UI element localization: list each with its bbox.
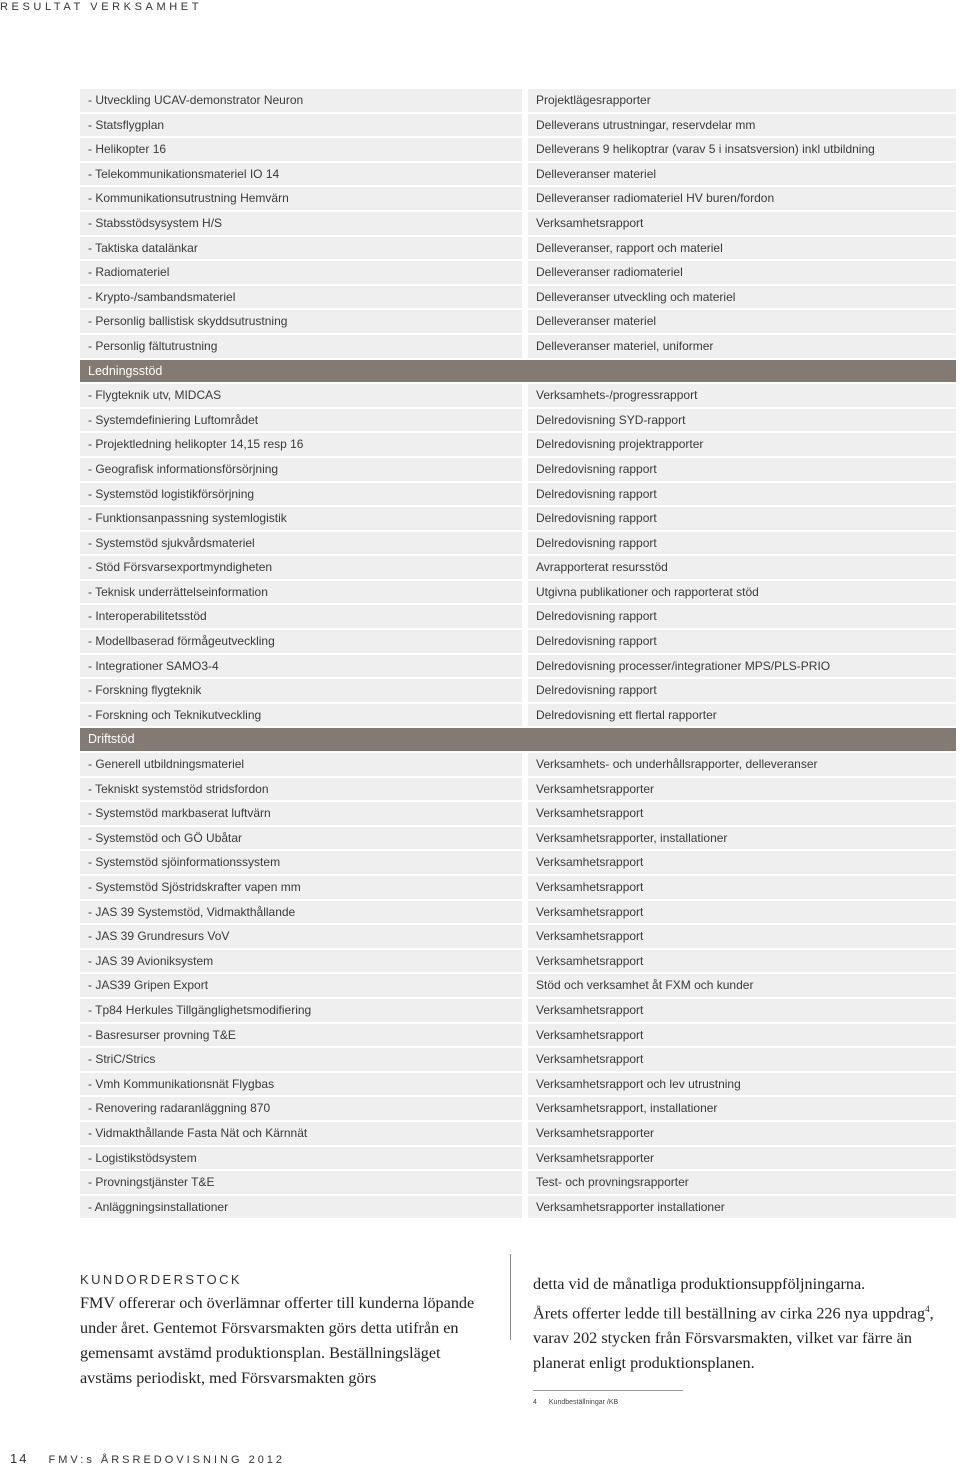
page-number: 14	[10, 1451, 29, 1466]
activity-cell: - Tekniskt systemstöd stridsfordon	[80, 778, 528, 801]
table-row	[80, 605, 956, 628]
section-header-row	[80, 728, 956, 751]
footnote-rule	[533, 1390, 683, 1391]
result-cell: Verksamhetsrapporter installationer	[528, 1196, 956, 1219]
body-text-left: FMV offererar och överlämnar offerter till kunderna löpande under året. Gentemot Försvarsmakten görs detta utifrån en gemensamt avstämd produktionsplan. Beställningsläget avstäms periodiskt, med Försvarsmakten görs	[80, 1294, 475, 1387]
result-cell: Delleveranser, rapport och materiel	[528, 237, 956, 260]
result-cell: Delredovisning rapport	[528, 605, 956, 628]
result-cell: Verksamhetsrapport	[528, 950, 956, 973]
table-row	[80, 310, 956, 333]
para2-part-b: , varav 202 stycken från Försvarsmakten, vilket var färre än planerat enligt produktionsplanen.	[533, 1304, 934, 1373]
table-row	[80, 901, 956, 924]
page-header: RESULTAT VERKSAMHET	[0, 1, 203, 13]
footer-title: FMV:s ÅRSREDOVISNING 2012	[48, 1454, 286, 1466]
result-cell: Delleveranser materiel	[528, 163, 956, 186]
result-cell: Verksamhetsrapport	[528, 212, 956, 235]
result-cell: Delredovisning rapport	[528, 679, 956, 702]
activity-cell: - Forskning och Teknikutveckling	[80, 704, 528, 727]
activity-cell: - Personlig ballistisk skyddsutrustning	[80, 310, 528, 333]
table-row	[80, 827, 956, 850]
activity-cell: - Systemstöd sjukvårdsmateriel	[80, 532, 528, 555]
table-row	[80, 974, 956, 997]
footnote-text: Kundbeställningar /KB	[548, 1399, 619, 1407]
activity-cell: - Basresurser provning T&E	[80, 1024, 528, 1047]
result-cell: Delredovisning SYD-rapport	[528, 409, 956, 432]
activity-cell: - Systemdefiniering Luftområdet	[80, 409, 528, 432]
result-cell: Utgivna publikationer och rapporterat stöd	[528, 581, 956, 604]
table-row	[80, 630, 956, 653]
result-cell: Verksamhetsrapport	[528, 925, 956, 948]
activity-cell: - Systemstöd sjöinformationssystem	[80, 851, 528, 874]
result-cell: Delredovisning projektrapporter	[528, 433, 956, 456]
activity-cell: - Flygteknik utv, MIDCAS	[80, 384, 528, 407]
activity-cell: - Projektledning helikopter 14,15 resp 16	[80, 433, 528, 456]
table-row	[80, 237, 956, 260]
result-cell: Verksamhetsrapport	[528, 802, 956, 825]
kundorderstock-left-column	[80, 1272, 480, 1391]
table-row	[80, 655, 956, 678]
table-row	[80, 384, 956, 407]
result-cell: Verksamhetsrapport	[528, 999, 956, 1022]
result-cell: Delredovisning ett flertal rapporter	[528, 704, 956, 727]
section-header-filler	[528, 728, 956, 751]
table-row	[80, 999, 956, 1022]
activity-cell: - Tp84 Herkules Tillgänglighetsmodifiering	[80, 999, 528, 1022]
section-header-filler	[528, 360, 956, 383]
table-row	[80, 1024, 956, 1047]
table-row	[80, 679, 956, 702]
table-row	[80, 851, 956, 874]
table-row	[80, 286, 956, 309]
activity-cell: - JAS39 Gripen Export	[80, 974, 528, 997]
activity-cell: - Krypto-/sambandsmateriel	[80, 286, 528, 309]
table-row	[80, 876, 956, 899]
table-row	[80, 556, 956, 579]
activity-cell: - Personlig fältutrustning	[80, 335, 528, 358]
para2-part-a: Årets offerter ledde till beställning av cirka 226 nya uppdrag	[533, 1304, 926, 1323]
table-row	[80, 138, 956, 161]
result-cell: Stöd och verksamhet åt FXM och kunder	[528, 974, 956, 997]
activity-cell: - StriC/Strics	[80, 1048, 528, 1071]
result-cell: Verksamhetsrapport	[528, 851, 956, 874]
activity-cell: - Stöd Försvarsexportmyndigheten	[80, 556, 528, 579]
footnote-ref: 4	[925, 1304, 930, 1314]
activity-cell: - Geografisk informationsförsörjning	[80, 458, 528, 481]
activity-cell: - Systemstöd Sjöstridskrafter vapen mm	[80, 876, 528, 899]
result-cell: Verksamhetsrapporter	[528, 778, 956, 801]
section-header-row	[80, 360, 956, 383]
table-row	[80, 1073, 956, 1096]
footnote	[533, 1399, 938, 1406]
table-row	[80, 163, 956, 186]
kundorderstock-right-column	[533, 1272, 938, 1406]
table-row	[80, 1196, 956, 1219]
section-heading: KUNDORDERSTOCK	[80, 1272, 242, 1287]
activity-cell: - Systemstöd logistikförsörjning	[80, 483, 528, 506]
activity-cell: - Telekommunikationsmateriel IO 14	[80, 163, 528, 186]
table-row	[80, 335, 956, 358]
table-row	[80, 89, 956, 112]
activity-cell: - Renovering radaranläggning 870	[80, 1097, 528, 1120]
activity-cell: - JAS 39 Systemstöd, Vidmakthållande	[80, 901, 528, 924]
result-cell: Verksamhetsrapporter	[528, 1122, 956, 1145]
result-cell: Verksamhets-/progressrapport	[528, 384, 956, 407]
activity-cell: - Teknisk underrättelseinformation	[80, 581, 528, 604]
table-row	[80, 950, 956, 973]
result-cell: Verksamhetsrapporter	[528, 1147, 956, 1170]
activity-cell: - Forskning flygteknik	[80, 679, 528, 702]
body-text-right-line1: detta vid de månatliga produktionsuppföljningarna.	[533, 1275, 866, 1293]
body-text-right-para2	[533, 1297, 938, 1376]
activity-cell: - Taktiska datalänkar	[80, 237, 528, 260]
table-row	[80, 483, 956, 506]
table-row	[80, 1122, 956, 1145]
table-row	[80, 925, 956, 948]
activity-cell: - Utveckling UCAV-demonstrator Neuron	[80, 89, 528, 112]
footnote-number: 4	[533, 1399, 537, 1407]
result-cell: Delredovisning rapport	[528, 630, 956, 653]
result-cell: Avrapporterat resursstöd	[528, 556, 956, 579]
table-row	[80, 187, 956, 210]
result-cell: Verksamhetsrapport	[528, 876, 956, 899]
table-row	[80, 1048, 956, 1071]
result-cell: Delleveranser utveckling och materiel	[528, 286, 956, 309]
result-cell: Delleveranser radiomateriel HV buren/fordon	[528, 187, 956, 210]
activity-cell: - Provningstjänster T&E	[80, 1171, 528, 1194]
result-cell: Delredovisning rapport	[528, 532, 956, 555]
result-cell: Verksamhetsrapport	[528, 901, 956, 924]
result-cell: Verksamhets- och underhållsrapporter, delleveranser	[528, 753, 956, 776]
result-cell: Verksamhetsrapport	[528, 1024, 956, 1047]
activity-cell: - Generell utbildningsmateriel	[80, 753, 528, 776]
report-table	[80, 87, 956, 1220]
result-cell: Delredovisning rapport	[528, 507, 956, 530]
activity-cell: - Modellbaserad förmågeutveckling	[80, 630, 528, 653]
activity-cell: - Helikopter 16	[80, 138, 528, 161]
table-row	[80, 1171, 956, 1194]
result-cell: Delleveranser radiomateriel	[528, 261, 956, 284]
table-row	[80, 409, 956, 432]
result-cell: Verksamhetsrapport, installationer	[528, 1097, 956, 1120]
activity-cell: - Kommunikationsutrustning Hemvärn	[80, 187, 528, 210]
table-row	[80, 458, 956, 481]
result-cell: Delredovisning rapport	[528, 458, 956, 481]
activity-cell: - Systemstöd markbaserat luftvärn	[80, 802, 528, 825]
result-cell: Delleveranser materiel, uniformer	[528, 335, 956, 358]
table-row	[80, 507, 956, 530]
table-row	[80, 1147, 956, 1170]
section-header-label: Ledningsstöd	[80, 360, 528, 383]
result-cell: Delleverans 9 helikoptrar (varav 5 i insatsversion) inkl utbildning	[528, 138, 956, 161]
activity-cell: - Logistikstödsystem	[80, 1147, 528, 1170]
activity-cell: - Statsflygplan	[80, 114, 528, 137]
table-row	[80, 753, 956, 776]
activity-cell: - Vmh Kommunikationsnät Flygbas	[80, 1073, 528, 1096]
result-cell: Projektlägesrapporter	[528, 89, 956, 112]
table-row	[80, 581, 956, 604]
result-cell: Test- och provningsrapporter	[528, 1171, 956, 1194]
activity-cell: - Stabsstödsysystem H/S	[80, 212, 528, 235]
activity-cell: - JAS 39 Avioniksystem	[80, 950, 528, 973]
result-cell: Delleveranser materiel	[528, 310, 956, 333]
activity-cell: - Systemstöd och GÖ Ubåtar	[80, 827, 528, 850]
section-header-label: Driftstöd	[80, 728, 528, 751]
activity-cell: - Interoperabilitetsstöd	[80, 605, 528, 628]
result-cell: Delredovisning processer/integrationer MPS/PLS-PRIO	[528, 655, 956, 678]
result-cell: Verksamhetsrapport	[528, 1048, 956, 1071]
table-row	[80, 1097, 956, 1120]
table-row	[80, 802, 956, 825]
activity-cell: - Radiomateriel	[80, 261, 528, 284]
table-row	[80, 704, 956, 727]
activity-cell: - Funktionsanpassning systemlogistik	[80, 507, 528, 530]
body-text-right	[533, 1272, 938, 1376]
table-row	[80, 433, 956, 456]
table-row	[80, 778, 956, 801]
table-row	[80, 532, 956, 555]
table-row	[80, 212, 956, 235]
result-cell: Delleverans utrustningar, reservdelar mm	[528, 114, 956, 137]
activity-cell: - Vidmakthållande Fasta Nät och Kärnnät	[80, 1122, 528, 1145]
activity-cell: - JAS 39 Grundresurs VoV	[80, 925, 528, 948]
table-row	[80, 114, 956, 137]
page-footer	[10, 1451, 285, 1466]
table-row	[80, 261, 956, 284]
activity-cell: - Anläggningsinstallationer	[80, 1196, 528, 1219]
column-divider	[510, 1254, 511, 1340]
result-cell: Verksamhetsrapport och lev utrustning	[528, 1073, 956, 1096]
activity-cell: - Integrationer SAMO3-4	[80, 655, 528, 678]
result-cell: Delredovisning rapport	[528, 483, 956, 506]
result-cell: Verksamhetsrapporter, installationer	[528, 827, 956, 850]
